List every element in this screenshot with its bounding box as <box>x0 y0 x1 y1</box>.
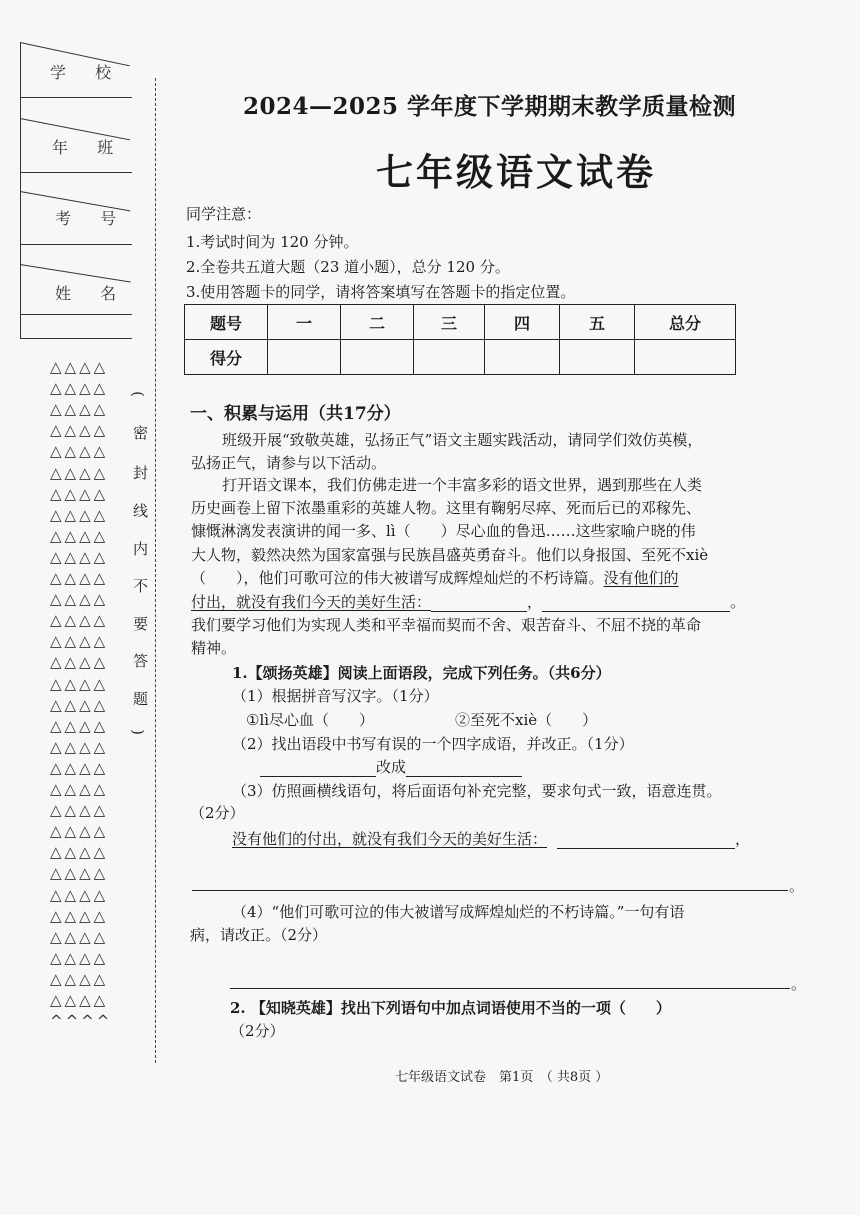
triangle-row: ^^^^ <box>50 1012 113 1031</box>
passage-text: （ ），他们可歌可泣的伟大被谱写成辉煌灿烂的不朽诗篇。 <box>191 569 604 587</box>
notice-item: 3.使用答题卡的同学，请将答案填写在答题卡的指定位置。 <box>186 283 576 301</box>
period-text: 。 <box>789 877 805 895</box>
notice-item: 1.考试时间为 120 分钟。 <box>186 233 359 251</box>
triangle-row: △△△△ <box>50 991 109 1009</box>
score-header: 四 <box>485 305 560 340</box>
score-table-score-row <box>185 340 736 375</box>
info-line <box>20 244 132 245</box>
score-cell[interactable] <box>560 340 635 375</box>
triangle-row: △△△△ <box>50 695 109 714</box>
exam-number-label: 考 号 <box>55 209 129 228</box>
score-row-label: 得分 <box>185 340 268 375</box>
class-label: 年 班 <box>52 138 126 157</box>
triangle-row: △△△△ <box>50 969 109 988</box>
change-to-text: 改成 <box>376 758 407 776</box>
triangle-row: △△△△ <box>50 505 109 524</box>
score-header: 总分 <box>635 305 736 340</box>
score-cell[interactable] <box>485 340 560 375</box>
seal-char: ( <box>128 391 147 397</box>
triangle-row: △△△△ <box>50 379 109 398</box>
triangle-row: △△△△ <box>50 674 109 693</box>
triangle-row: △△△△ <box>50 864 109 883</box>
answer-blank[interactable] <box>542 595 730 612</box>
triangle-row: △△△△ <box>50 632 109 651</box>
triangle-row: △△△△ <box>50 948 109 967</box>
passage-line: 打开语文课本，我们仿佛走进一个丰富多彩的语文世界，遇到那些在人类 <box>222 476 703 494</box>
answer-blank[interactable] <box>260 760 376 777</box>
question-1-1-a: ①lì尽心血（ ） <box>246 711 375 729</box>
question-1-1: （1）根据拼音写汉字。（1分） <box>232 687 439 705</box>
triangle-row: △△△△ <box>50 463 109 482</box>
score-cell[interactable] <box>635 340 736 375</box>
triangle-row: △△△△ <box>50 737 109 756</box>
seal-char: 不 <box>133 577 149 595</box>
triangle-row: △△△△ <box>50 590 109 609</box>
name-label: 姓 名 <box>55 284 129 303</box>
score-cell[interactable] <box>268 340 341 375</box>
triangle-row: △△△△ <box>50 885 109 904</box>
score-header: 二 <box>341 305 414 340</box>
info-line <box>20 314 132 315</box>
seal-char: ) <box>128 729 147 735</box>
score-cell[interactable] <box>341 340 414 375</box>
triangle-row: △△△△ <box>50 358 109 376</box>
score-header: 三 <box>414 305 485 340</box>
triangle-row: △△△△ <box>50 822 109 841</box>
score-header: 五 <box>560 305 635 340</box>
triangle-row: △△△△ <box>50 442 109 461</box>
seal-char: 封 <box>133 464 149 482</box>
question-1-3-points: （2分） <box>190 804 245 822</box>
triangle-row: △△△△ <box>50 801 109 820</box>
page-footer: 七年级语文试卷 第1页 （ 共8页 ） <box>395 1070 609 1085</box>
score-table <box>184 304 736 375</box>
question-1-1-b: ②至死不xiè（ ） <box>455 711 598 729</box>
seal-char: 要 <box>133 615 149 633</box>
question-1-4: （4）“他们可歌可泣的伟大被谱写成辉煌灿烂的不朽诗篇。”一句有语 <box>232 903 685 921</box>
triangle-row: △△△△ <box>50 758 109 777</box>
triangle-row: △△△△ <box>50 906 109 925</box>
question-1-3: （3）仿照画横线语句，将后面语句补充完整，要求句式一致，语意连贯。 <box>232 782 722 800</box>
underlined-text: 没有他们的 <box>603 569 679 587</box>
seal-char: 答 <box>133 652 149 670</box>
seal-char: 题 <box>133 690 149 708</box>
question-2-points: （2分） <box>230 1022 285 1040</box>
question-2-title: 2. 【知晓英雄】找出下列语句中加点词语使用不当的一项（ ） <box>230 999 671 1017</box>
seal-dashed-line <box>155 78 156 1063</box>
intro-text: 班级开展“致敬英雄，弘扬正气”语文主题实践活动，请同学们效仿英模， <box>222 431 703 449</box>
triangle-row: △△△△ <box>50 400 109 419</box>
answer-blank[interactable] <box>557 832 735 849</box>
question-1-title: 1.【颂扬英雄】阅读上面语段，完成下列任务。（共6分） <box>232 664 611 682</box>
info-line <box>20 338 132 339</box>
triangle-row: △△△△ <box>50 569 109 587</box>
answer-line[interactable] <box>230 988 790 989</box>
underlined-text: 没有他们的付出，就没有我们今天的美好生活： <box>232 830 548 848</box>
triangle-row: △△△△ <box>50 716 109 735</box>
passage-line: 我们要学习他们为实现人类和平幸福而契而不舍、艰苦奋斗、不屈不挠的革命 <box>191 616 702 634</box>
school-label: 学 校 <box>50 63 124 82</box>
triangle-row: △△△△ <box>50 653 109 672</box>
period-text: 。 <box>730 593 746 611</box>
triangle-row: △△△△ <box>50 421 109 440</box>
seal-char: 内 <box>133 540 149 558</box>
seal-char: 密 <box>133 424 149 442</box>
triangle-row: △△△△ <box>50 547 109 566</box>
exam-title: 2024—2025 学年度下学期期末教学质量检测 <box>243 93 737 120</box>
passage-line: 慷慨淋漓发表演讲的闻一多、lì（ ）尽心血的鲁迅……这些家喻户晓的伟 <box>191 522 696 540</box>
info-box-left-edge <box>20 42 21 338</box>
answer-blank[interactable] <box>431 595 527 612</box>
question-1-4-points: 病，请改正。（2分） <box>190 926 328 944</box>
score-header: 一 <box>268 305 341 340</box>
seal-char: 线 <box>133 502 149 520</box>
passage-line <box>191 592 745 612</box>
exam-subtitle: 七年级语文试卷 <box>376 150 656 194</box>
triangle-row: △△△△ <box>50 780 109 798</box>
triangle-row: △△△△ <box>50 843 109 862</box>
passage-line: 大人物，毅然决然为国家富强与民族昌盛英勇奋斗。他们以身报国、至死不xiè <box>191 546 709 564</box>
question-1-3-model <box>232 829 750 849</box>
period-text: 。 <box>791 975 807 993</box>
score-cell[interactable] <box>414 340 485 375</box>
comma-text: ， <box>735 830 751 848</box>
passage-line: 历史画卷上留下浓墨重彩的英雄人物。这里有鞠躬尽瘁、死而后已的邓稼先、 <box>191 499 702 517</box>
notice-heading: 同学注意： <box>186 205 262 223</box>
section-title: 一、积累与运用（共17分） <box>190 404 401 424</box>
info-line <box>20 264 131 283</box>
question-1-2: （2）找出语段中书写有误的一个四字成语，并改正。（1分） <box>232 735 634 753</box>
answer-blank[interactable] <box>406 760 522 777</box>
notice-item: 2.全卷共五道大题（23 道小题），总分 120 分。 <box>186 258 510 276</box>
info-line <box>20 97 132 98</box>
triangle-row: △△△△ <box>50 526 109 545</box>
intro-text: 弘扬正气，请参与以下活动。 <box>191 454 387 472</box>
answer-line[interactable] <box>192 890 788 891</box>
triangle-row: △△△△ <box>50 927 109 946</box>
passage-line <box>191 568 679 588</box>
score-header: 题号 <box>185 305 268 340</box>
info-line <box>20 172 132 173</box>
underlined-text: 付出，就没有我们今天的美好生活： <box>191 593 432 611</box>
question-1-2-answer <box>260 757 522 777</box>
comma-text: ， <box>527 593 543 611</box>
passage-line: 精神。 <box>191 639 237 657</box>
triangle-row: △△△△ <box>50 611 109 630</box>
triangle-row: △△△△ <box>50 484 109 503</box>
score-table-header-row <box>185 305 736 340</box>
